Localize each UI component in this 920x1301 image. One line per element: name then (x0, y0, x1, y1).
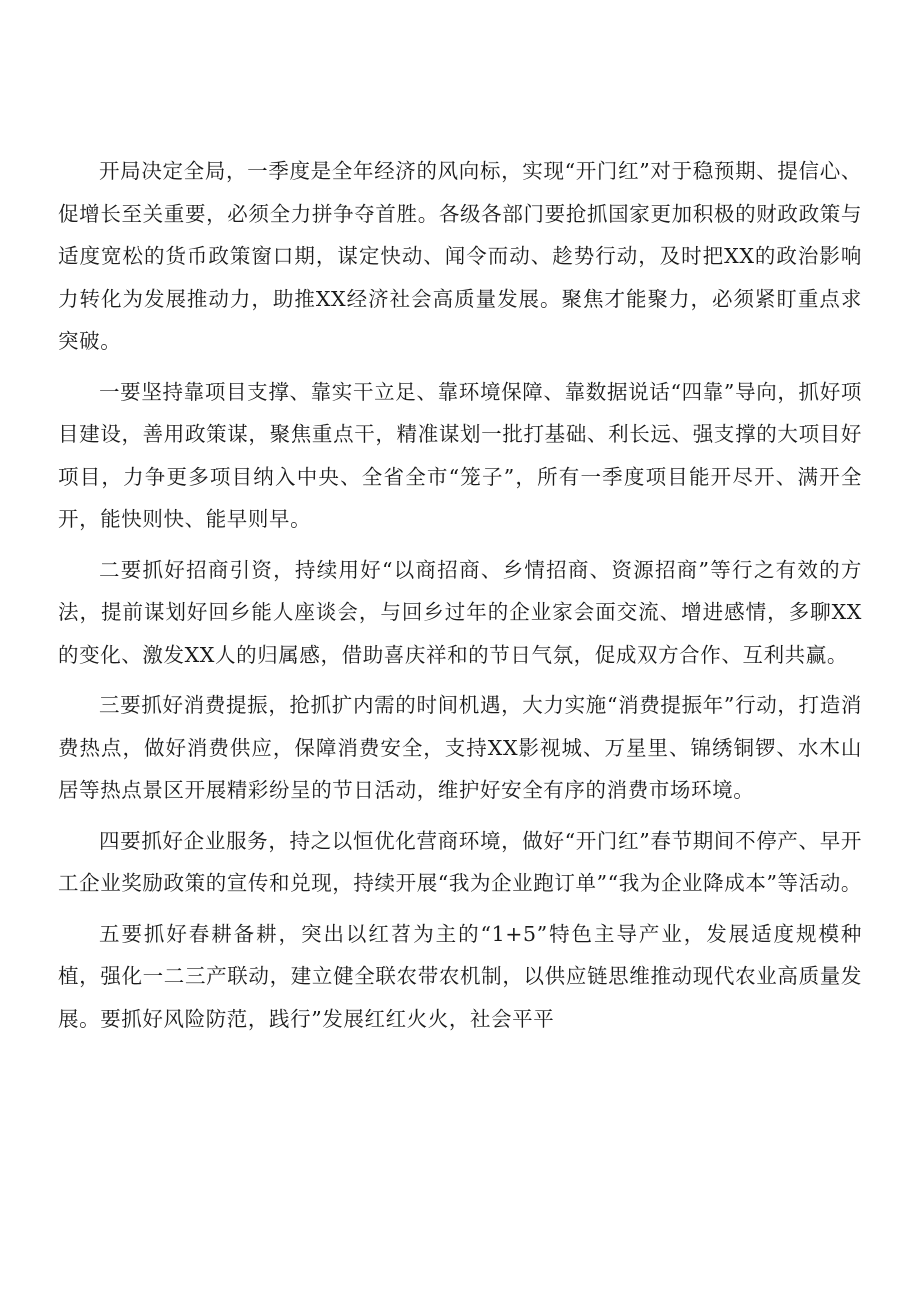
paragraph-intro: 开局决定全局，一季度是全年经济的风向标，实现“开门红”对于稳预期、提信心、促增长至关重要，必须全力拼争夺首胜。各级各部门要抢抓国家更加积极的财政政策与适度宽松的货币政策窗口期，谋定快动、闻令而动、趁势行动，及时把XX的政治影响力转化为发展推动力，助推XX经济社会高质量发展。聚焦才能聚力，必须紧盯重点求突破。 (58, 159, 862, 353)
paragraph-consumption: 三要抓好消费提振，抢抓扩内需的时间机遇，大力实施“消费提振年”行动，打造消费热点，做好消费供应，保障消费安全，支持XX影视城、万星里、锦绣铜锣、水木山居等热点景区开展精彩纷呈的节日活动，维护好安全有序的消费市场环境。 (58, 693, 862, 802)
document-body (58, 150, 862, 1048)
paragraph-projects: 一要坚持靠项目支撑、靠实干立足、靠环境保障、靠数据说话“四靠”导向，抓好项目建设，善用政策谋，聚焦重点干，精准谋划一批打基础、利长远、强支撑的大项目好项目，力争更多项目纳入中央、全省全市“笼子”，所有一季度项目能开尽开、满开全开，能快则快、能早则早。 (58, 379, 862, 531)
paragraph-investment: 二要抓好招商引资，持续用好“以商招商、乡情招商、资源招商”等行之有效的方法，提前谋划好回乡能人座谈会，与回乡过年的企业家会面交流、增进感情，多聊XX的变化、激发XX人的归属感，借助喜庆祥和的节日气氛，促成双方合作、互利共赢。 (58, 557, 862, 667)
paragraph-enterprise: 四要抓好企业服务，持之以恒优化营商环境，做好“开门红”春节期间不停产、早开工企业奖励政策的宣传和兑现，持续开展“我为企业跑订单”“我为企业降成本”等活动。 (58, 828, 862, 895)
paragraph-agriculture: 五要抓好春耕备耕，突出以红苕为主的“1+5”特色主导产业，发展适度规模种植，强化一二三产联动，建立健全联农带农机制，以供应链思维推动现代农业高质量发展。要抓好风险防范，践行”发展红红火火，社会平平 (58, 921, 862, 1031)
